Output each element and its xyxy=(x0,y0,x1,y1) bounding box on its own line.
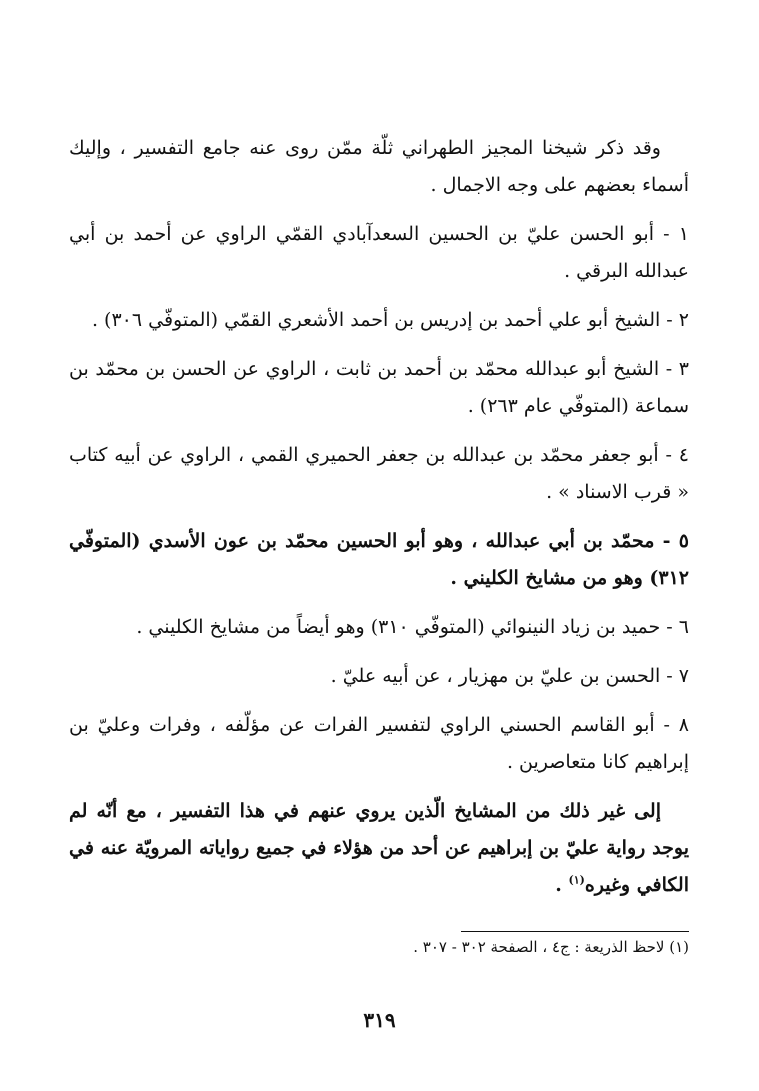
list-item-8: ٨ - أبو القاسم الحسني الراوي لتفسير الفرات عن مؤلّفه ، وفرات وعليّ بن إبراهيم كانا متعاصرين . xyxy=(69,714,689,773)
list-item-3: ٣ - الشيخ أبو عبدالله محمّد بن أحمد بن ثابت ، الراوي عن الحسن بن محمّد بن سماعة (المتوفّي عام ٢٦٣) . xyxy=(69,358,689,417)
list-item-2: ٢ - الشيخ أبو علي أحمد بن إدريس بن أحمد الأشعري القمّي (المتوفّي ٣٠٦) . xyxy=(91,309,689,331)
list-item-7: ٧ - الحسن بن عليّ بن مهزيار ، عن أبيه عليّ . xyxy=(330,665,689,687)
list-item-1: ١ - أبو الحسن عليّ بن الحسين السعدآبادي القمّي الراوي عن أحمد بن أبي عبدالله البرقي . xyxy=(69,223,689,282)
intro-paragraph: وقد ذكر شيخنا المجيز الطهراني ثلّة ممّن روى عنه جامع التفسير ، وإليك أسماء بعضهم على وجه الاجمال . xyxy=(69,137,689,196)
page-number: ٣١٩ xyxy=(363,1008,396,1032)
main-text xyxy=(69,130,689,916)
closing-end: . xyxy=(555,874,569,896)
list-item-4: ٤ - أبو جعفر محمّد بن عبدالله بن جعفر الحميري القمي ، الراوي عن أبيه كتاب « قرب الاسناد » . xyxy=(69,444,689,503)
closing-paragraph xyxy=(69,793,689,904)
closing-text: إلى غير ذلك من المشايخ الّذين يروي عنهم في هذا التفسير ، مع أنّه لم يوجد رواية عليّ بن إبراهيم عن أحد من هؤلاء في جميع رواياته المرويّة عنه في الكافي وغيره xyxy=(69,800,689,896)
footnote: (١) لاحظ الذريعة : ج٤ ، الصفحة ٣٠٢ - ٣٠٧ . xyxy=(413,938,689,956)
footnote-divider xyxy=(461,931,689,932)
footnote-reference: (١) xyxy=(568,873,585,887)
list-item-6: ٦ - حميد بن زياد النينوائي (المتوفّي ٣١٠) وهو أيضاً من مشايخ الكليني . xyxy=(136,616,689,638)
list-item-5: ٥ - محمّد بن أبي عبدالله ، وهو أبو الحسين محمّد بن عون الأسدي (المتوفّي ٣١٢) وهو من مشايخ الكليني . xyxy=(69,530,689,589)
